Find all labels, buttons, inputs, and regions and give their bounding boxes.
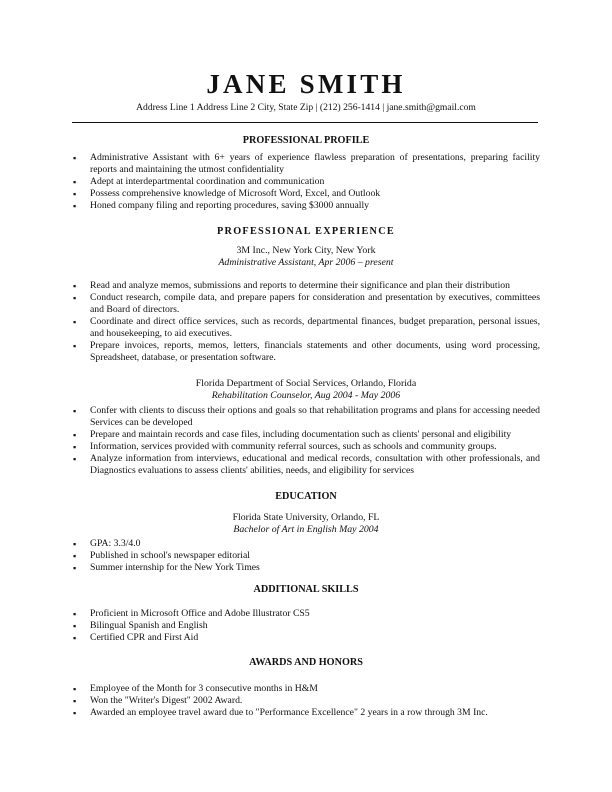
bullet-icon: ▪ — [73, 281, 77, 291]
list-item: ▪ Bilingual Spanish and English — [73, 620, 208, 631]
list-item: ▪ Possess comprehensive knowledge of Microsoft Word, Excel, and Outlook — [73, 188, 381, 199]
list-item: ▪ Conduct research, compile data, and prepare papers for consideration and presentation by executives, committees and Board of directors. — [73, 292, 540, 315]
job-organization: 3M Inc., New York City, New York — [236, 245, 376, 256]
bullet-icon: ▪ — [73, 406, 77, 416]
bullet-icon: ▪ — [73, 189, 77, 199]
list-item: ▪ Prepare and maintain records and case files, including documentation such as clients' personal and eligibility — [73, 429, 512, 440]
list-item: ▪ Certified CPR and First Aid — [73, 632, 199, 643]
list-item: ▪ Proficient in Microsoft Office and Adobe Illustrator CS5 — [73, 608, 310, 619]
job-organization: Florida Department of Social Services, Orlando, Florida — [195, 378, 417, 389]
list-item: ▪ Honed company filing and reporting procedures, saving $3000 annually — [73, 200, 369, 211]
list-item: ▪ Employee of the Month for 3 consecutive months in H&M — [73, 683, 318, 694]
bullet-icon: ▪ — [73, 341, 77, 351]
awards-list — [72, 683, 540, 719]
education-list — [72, 538, 540, 574]
list-item: ▪ GPA: 3.3/4.0 — [73, 538, 141, 549]
section-heading-profile: PROFESSIONAL PROFILE — [242, 135, 370, 146]
list-item: ▪ Administrative Assistant with 6+ years of experience flawless preparation of presentations, preparing facility reports and maintaining the utmost confidentiality — [73, 152, 540, 175]
school-name: Florida State University, Orlando, FL — [232, 512, 380, 523]
skills-list — [72, 608, 540, 644]
bullet-icon: ▪ — [73, 696, 77, 706]
list-item: ▪ Information, services provided with community referral sources, such as schools and community groups. — [73, 441, 497, 452]
list-item: ▪ Won the "Writer's Digest" 2002 Award. — [73, 695, 243, 706]
section-heading-awards: AWARDS AND HONORS — [249, 657, 363, 668]
list-item: ▪ Prepare invoices, reports, memos, letters, financials statements and other documents, using word processing, Spreadsheet, database, or presentation software. — [73, 340, 540, 363]
header-divider — [72, 122, 538, 123]
bullet-icon: ▪ — [73, 633, 77, 643]
list-item: ▪ Summer internship for the New York Times — [73, 562, 260, 573]
job-2-duties — [72, 405, 540, 477]
bullet-icon: ▪ — [73, 153, 77, 163]
job-role: Administrative Assistant, Apr 2006 – present — [218, 257, 394, 268]
bullet-icon: ▪ — [73, 177, 77, 187]
bullet-icon: ▪ — [73, 201, 77, 211]
list-item: ▪ Awarded an employee travel award due to "Performance Excellence" 2 years in a row through 3M Inc. — [73, 707, 488, 718]
profile-list — [72, 152, 540, 212]
section-heading-education: EDUCATION — [275, 491, 337, 502]
bullet-icon: ▪ — [73, 442, 77, 452]
job-1-duties — [72, 280, 540, 364]
degree: Bachelor of Art in English May 2004 — [233, 524, 379, 535]
bullet-icon: ▪ — [73, 563, 77, 573]
bullet-icon: ▪ — [73, 609, 77, 619]
bullet-icon: ▪ — [73, 539, 77, 549]
list-item: ▪ Adept at interdepartmental coordination and communication — [73, 176, 325, 187]
bullet-icon: ▪ — [73, 551, 77, 561]
bullet-icon: ▪ — [73, 454, 77, 464]
bullet-icon: ▪ — [73, 317, 77, 327]
contact-line: Address Line 1 Address Line 2 City, State Zip | (212) 256-1414 | jane.smith@gmail.com — [136, 102, 476, 113]
candidate-name: JANE SMITH — [206, 69, 406, 99]
list-item: ▪ Coordinate and direct office services, such as records, departmental finances, budget preparation, personal issues, and housekeeping, to aid executives. — [73, 316, 540, 339]
list-item: ▪ Published in school's newspaper editorial — [73, 550, 250, 561]
list-item: ▪ Confer with clients to discuss their options and goals so that rehabilitation programs and plans for accessing needed Services can be developed — [73, 405, 540, 428]
section-heading-experience: PROFESSIONAL EXPERIENCE — [217, 226, 395, 237]
bullet-icon: ▪ — [73, 621, 77, 631]
bullet-icon: ▪ — [73, 293, 77, 303]
section-heading-skills: ADDITIONAL SKILLS — [253, 584, 359, 595]
bullet-icon: ▪ — [73, 430, 77, 440]
bullet-icon: ▪ — [73, 708, 77, 718]
job-role: Rehabilitation Counselor, Aug 2004 - May 2006 — [211, 390, 401, 401]
bullet-icon: ▪ — [73, 684, 77, 694]
list-item: ▪ Analyze information from interviews, educational and medical records, consultation with other professionals, and Diagnostics evaluations to assess clients' abilities, needs, and eligibility for services — [73, 453, 540, 476]
list-item: ▪ Read and analyze memos, submissions and reports to determine their significance and plan their distribution — [73, 280, 510, 291]
